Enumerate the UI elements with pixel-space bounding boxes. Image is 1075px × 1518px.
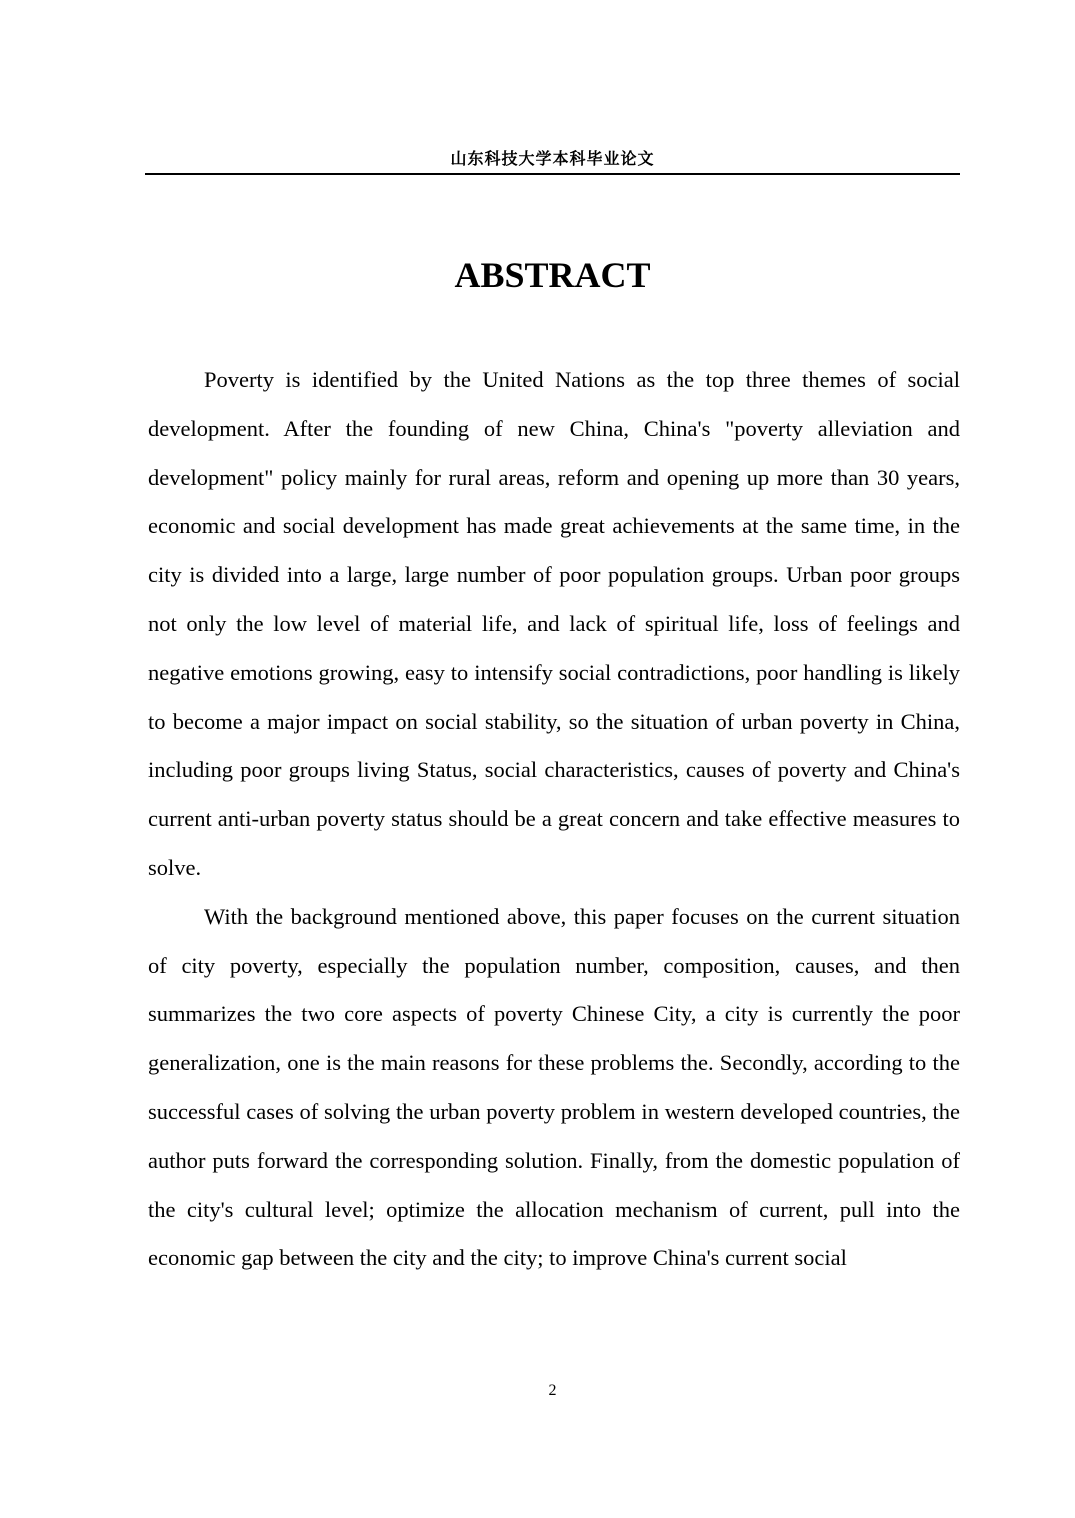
- header-rule: [145, 173, 960, 175]
- abstract-paragraph-2: With the background mentioned above, this paper focuses on the current situation of city poverty, especially the population number, composition, causes, and then summarizes the two core aspects of poverty Chinese City, a city is currently the poor generalization, one is the main reasons for these problems the. Secondly, according to the successful cases of solving the urban poverty problem in western developed countries, the author puts forward the corresponding solution. Finally, from the domestic population of the city's cultural level; optimize the allocation mechanism of current, pull into the economic gap between the city and the city; to improve China's current social: [148, 903, 960, 1271]
- page-number: 2: [548, 1382, 557, 1399]
- running-header: 山东科技大学本科毕业论文: [450, 149, 655, 168]
- abstract-body: [148, 356, 960, 1283]
- abstract-title: ABSTRACT: [454, 255, 651, 295]
- abstract-paragraph-1: Poverty is identified by the United Nations as the top three themes of social development. After the founding of new China, China's "poverty alleviation and development" policy mainly for rural areas, reform and opening up more than 30 years, economic and social development has made great achievements at the same time, in the city is divided into a large, large number of poor population groups. Urban poor groups not only the low level of material life, and lack of spiritual life, loss of feelings and negative emotions growing, easy to intensify social contradictions, poor handling is likely to become a major impact on social stability, so the situation of urban poverty in China, including poor groups living Status, social characteristics, causes of poverty and China's current anti-urban poverty status should be a great concern and take effective measures to solve.: [148, 367, 960, 880]
